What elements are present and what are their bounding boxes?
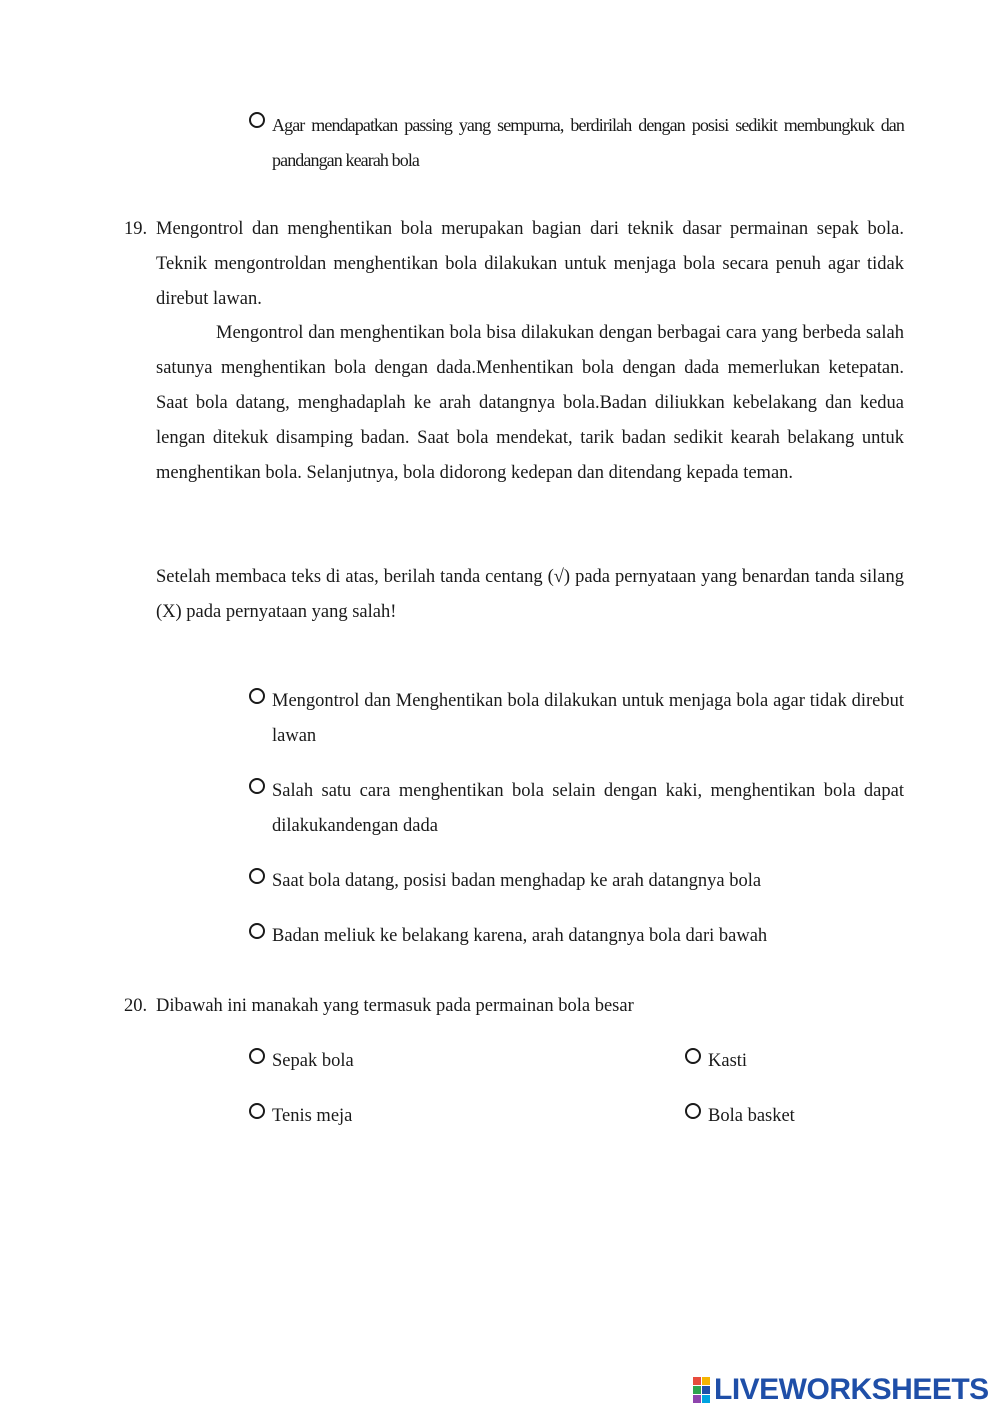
liveworksheets-logo-icon [693,1377,710,1403]
question-19-intro: Mengontrol dan menghentikan bola merupakan bagian dari teknik dasar permainan sepak bola. Teknik mengontroldan menghentikan bola dilakukan untuk menjaga bola secara penuh agar tidak direbut lawan. [156,219,904,309]
statement-2-label: Salah satu cara menghentikan bola selain dengan kaki, menghentikan bola dapat dilakukandengan dada [272,781,904,836]
radio-circle-icon[interactable] [249,923,265,939]
option-sepak-bola-label: Sepak bola [272,1051,354,1071]
radio-circle-icon[interactable] [249,1048,265,1064]
statement-4-label: Badan meliuk ke belakang karena, arah datangnya bola dari bawah [272,926,768,946]
radio-circle-icon[interactable] [249,688,265,704]
statement-2[interactable] [249,774,904,844]
question-19-paragraph: Mengontrol dan menghentikan bola bisa dilakukan dengan berbagai cara yang berbeda salah satunya menghentikan bola dengan dada.Menhentikan bola dengan dada memerlukan ketepatan. Saat bola datang, menghadaplah ke arah datangnya bola.Badan diliukkan kebelakang dan kedua lengan ditekuk disamping badan. Saat bola mendekat, tarik badan sedikit kearah belakang untuk menghentikan bola. Selanjutnya, bola didorong kedepan dan ditendang kepada teman. [156,323,904,483]
question-20-text: Dibawah ini manakah yang termasuk pada permainan bola besar [156,996,634,1016]
option-tenis-meja[interactable] [249,1099,352,1134]
option-kasti[interactable] [685,1044,747,1079]
radio-circle-icon[interactable] [249,778,265,794]
radio-circle-icon[interactable] [249,112,265,128]
statement-4[interactable] [249,919,904,954]
radio-circle-icon[interactable] [685,1103,701,1119]
radio-circle-icon[interactable] [249,868,265,884]
brand-name: LIVEWORKSHEETS [714,1373,989,1406]
question-20-number: 20. [124,996,148,1016]
option-kasti-label: Kasti [708,1051,748,1071]
logo-square [693,1395,701,1403]
question-19-number: 19. [124,219,148,239]
prev-option-label: Agar mendapatkan passing yang sempurna, berdirilah dengan posisi sedikit membungkuk dan pandangan kearah bola [272,115,904,170]
logo-square [702,1377,710,1385]
prev-option[interactable] [249,108,904,178]
statement-3[interactable] [249,864,904,899]
logo-square [693,1377,701,1385]
statement-1-label: Mengontrol dan Menghentikan bola dilakukan untuk menjaga bola agar tidak direbut lawan [272,691,904,746]
logo-square [702,1386,710,1394]
statement-3-label: Saat bola datang, posisi badan menghadap ke arah datangnya bola [272,871,762,891]
liveworksheets-logo [693,1373,989,1407]
option-bola-basket[interactable] [685,1099,795,1134]
logo-square [702,1395,710,1403]
logo-square [693,1386,701,1394]
radio-circle-icon[interactable] [685,1048,701,1064]
option-sepak-bola[interactable] [249,1044,354,1079]
radio-circle-icon[interactable] [249,1103,265,1119]
question-19-instruction: Setelah membaca teks di atas, berilah tanda centang (√) pada pernyataan yang benardan tanda silang (X) pada pernyataan yang salah! [156,567,904,622]
option-tenis-meja-label: Tenis meja [272,1106,353,1126]
option-bola-basket-label: Bola basket [708,1106,795,1126]
statement-1[interactable] [249,684,904,754]
